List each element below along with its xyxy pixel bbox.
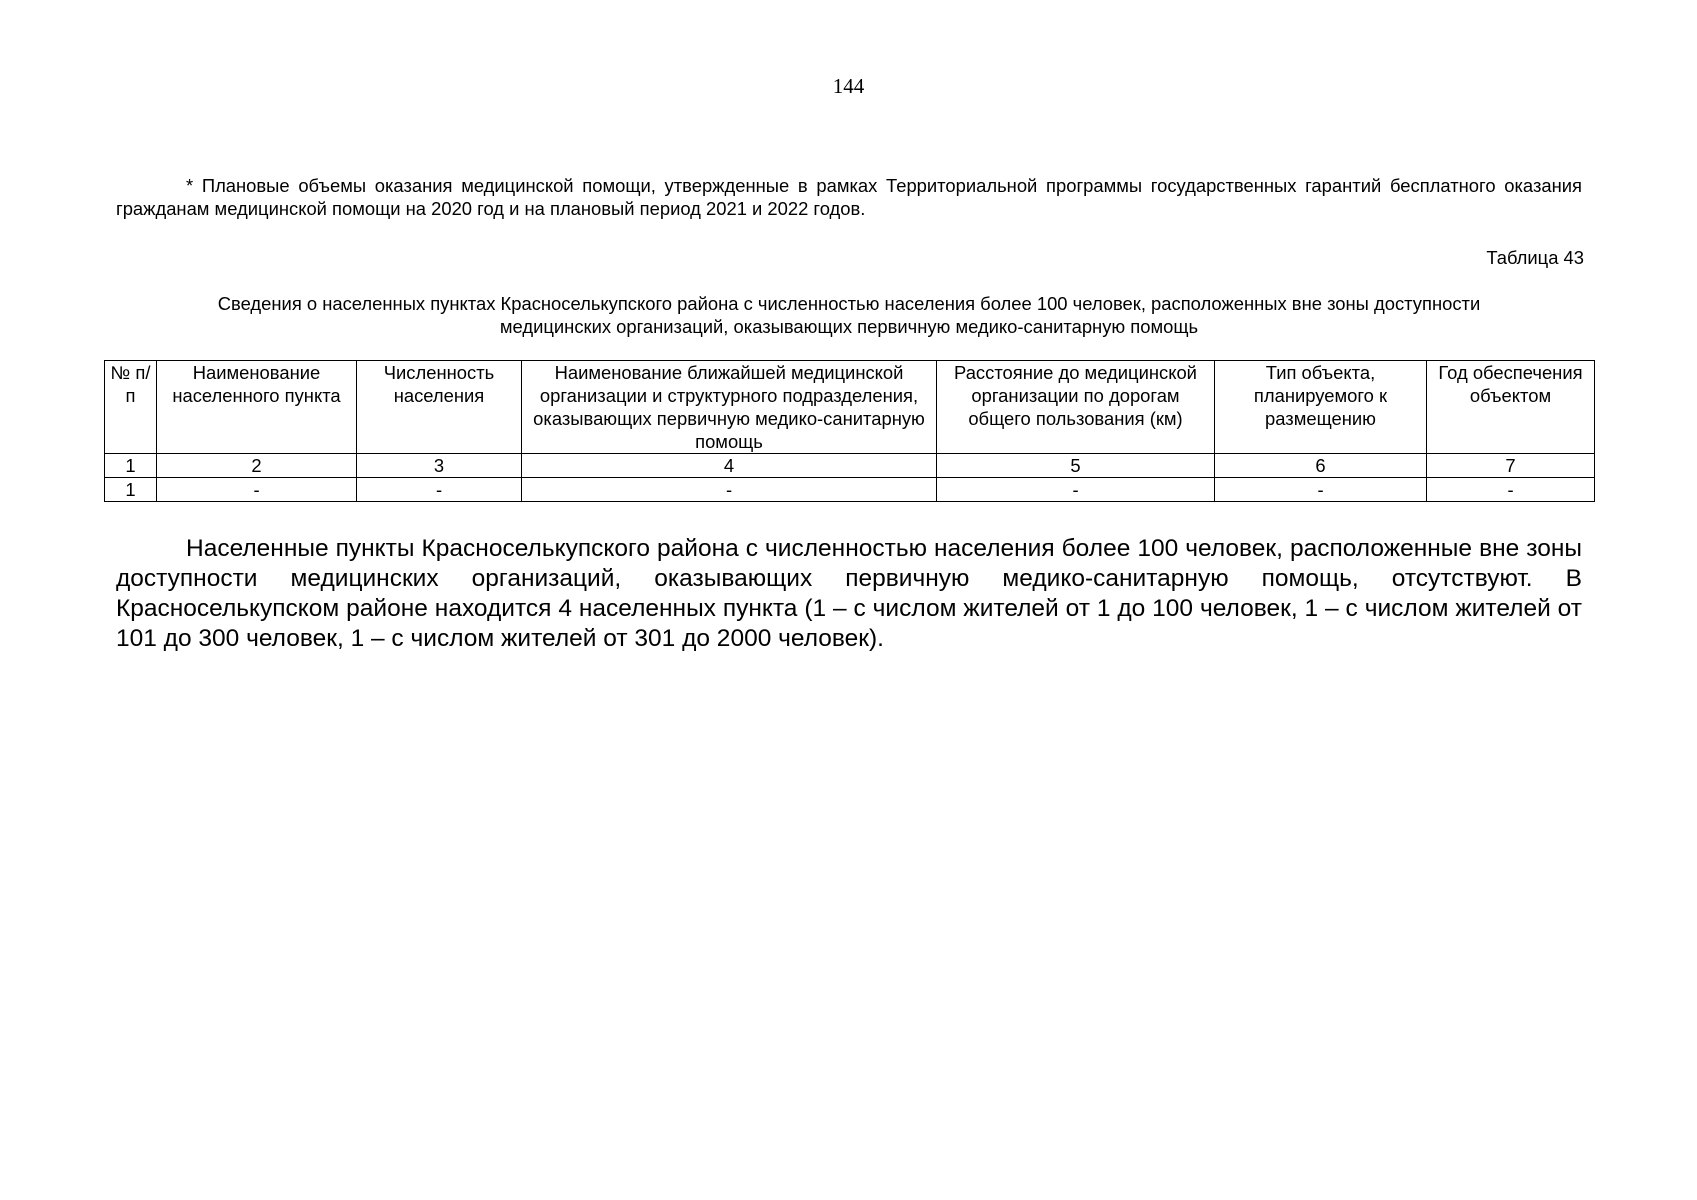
header-population: Численность населения — [357, 361, 522, 454]
column-number: 5 — [937, 454, 1215, 478]
body-paragraph: Населенные пункты Красноселькупского района с численностью населения более 100 человек, расположенные вне зоны доступности медицинских организаций, оказывающих первичную медико-санитарную помощь, отсутствуют. В Красноселькупском районе находится 4 населенных пункта (1 – с числом жителей от 1 до 100 человек, 1 – с числом жителей от 101 до 300 человек, 1 – с числом жителей от 301 до 2000 человек). — [116, 535, 1582, 652]
table-cell: 1 — [105, 478, 157, 502]
column-number: 3 — [357, 454, 522, 478]
table-cell: - — [157, 478, 357, 502]
table-cell: - — [522, 478, 937, 502]
table-label: Таблица 43 — [1486, 247, 1584, 268]
table-caption-line-1: Сведения о населенных пунктах Красноселькупского района с численностью населения более 100 человек, расположенных вне зоны доступности — [217, 293, 1481, 314]
table-cell: - — [357, 478, 522, 502]
table-row — [105, 478, 1595, 502]
footnote: * Плановые объемы оказания медицинской помощи, утвержденные в рамках Территориальной программы государственных гарантий бесплатного оказания гражданам медицинской помощи на 2020 год и на плановый период 2021 и 2022 годов. — [116, 175, 1582, 219]
column-number: 6 — [1215, 454, 1427, 478]
header-distance: Расстояние до медицинской организации по дорогам общего пользования (км) — [937, 361, 1215, 454]
column-number: 1 — [105, 454, 157, 478]
table-header-row — [105, 361, 1595, 454]
column-number: 7 — [1427, 454, 1595, 478]
table-caption — [116, 292, 1582, 338]
header-number: № п/п — [105, 361, 157, 454]
column-number: 2 — [157, 454, 357, 478]
table-cell: - — [1427, 478, 1595, 502]
header-object-type: Тип объекта, планируемого к размещению — [1215, 361, 1427, 454]
column-number-row — [105, 454, 1595, 478]
column-number: 4 — [522, 454, 937, 478]
page-number: 144 — [832, 74, 865, 98]
header-settlement-name: Наименование населенного пункта — [157, 361, 357, 454]
table-caption-line-2: медицинских организаций, оказывающих первичную медико-санитарную помощь — [499, 316, 1199, 337]
header-year: Год обеспечения объектом — [1427, 361, 1595, 454]
table-cell: - — [937, 478, 1215, 502]
settlements-table — [104, 360, 1595, 502]
header-medical-organization: Наименование ближайшей медицинской организации и структурного подразделения, оказывающих первичную медико-санитарную помощь — [522, 361, 937, 454]
table-cell: - — [1215, 478, 1427, 502]
